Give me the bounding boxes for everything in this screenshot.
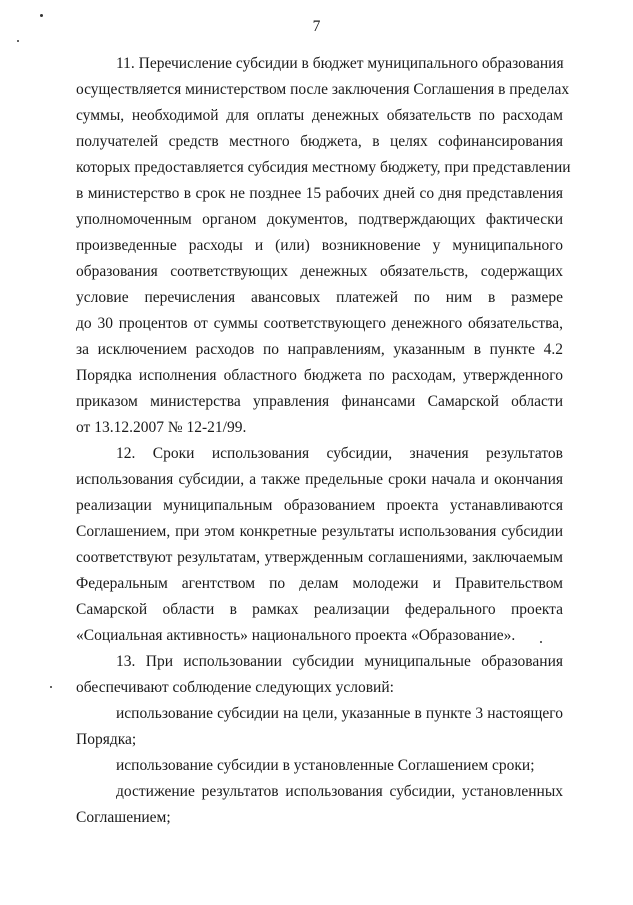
text-line: Порядка исполнения областного бюджета по расходам, утвержденного (76, 367, 563, 384)
text-line: до 30 процентов от суммы соответствующего денежного обязательства, (76, 315, 563, 332)
text-line: использование субсидии в установленные Соглашением сроки; (116, 757, 535, 774)
text-line: использование субсидии на цели, указанные в пункте 3 настоящего (116, 705, 563, 722)
text-line: обеспечивают соблюдение следующих условий: (76, 679, 394, 696)
text-line: произведенные расходы и (или) возникновение у муниципального (76, 237, 563, 254)
text-line: образования соответствующих денежных обязательств, содержащих (76, 263, 563, 280)
page-number: 7 (312, 18, 321, 35)
text-line: уполномоченным органом документов, подтверждающих фактически (76, 211, 563, 228)
text-line: соответствуют результатам, утвержденным соглашениями, заключаемым (76, 549, 563, 566)
text-line: в министерство в срок не позднее 15 рабочих дней со дня представления (76, 185, 563, 202)
text-line: получателей средств местного бюджета, в целях софинансирования (76, 133, 563, 150)
text-line: Самарской области в рамках реализации федерального проекта (76, 601, 563, 618)
text-line: за исключением расходов по направлениям, указанным в пункте 4.2 (76, 341, 563, 358)
text-line: реализации муниципальным образованием проекта устанавливаются (76, 497, 563, 514)
scan-speck (40, 14, 43, 17)
scan-speck (540, 641, 542, 643)
text-line: Порядка; (76, 731, 137, 748)
text-line: 12. Сроки использования субсидии, значения результатов (116, 445, 563, 462)
text-line: использования субсидии, а также предельные сроки начала и окончания (76, 471, 563, 488)
text-line: Федеральным агентством по делам молодежи и Правительством (76, 575, 563, 592)
text-line: от 13.12.2007 № 12-21/99. (76, 419, 247, 436)
text-line: Соглашением, при этом конкретные результаты использования субсидии (76, 523, 563, 540)
text-line: 13. При использовании субсидии муниципальные образования (116, 653, 563, 670)
text-line: осуществляется министерством после заключения Соглашения в пределах (76, 81, 570, 98)
text-line: приказом министерства управления финансами Самарской области (76, 393, 563, 410)
scan-speck (50, 686, 52, 688)
scan-speck (17, 40, 19, 42)
text-line: достижение результатов использования субсидии, установленных (116, 783, 563, 800)
text-line: Соглашением; (76, 809, 171, 826)
text-line: условие перечисления авансовых платежей по ним в размере (76, 289, 563, 306)
text-line: 11. Перечисление субсидии в бюджет муниципального образования (116, 55, 564, 72)
text-line: которых предоставляется субсидия местному бюджету, при представлении (76, 159, 571, 176)
text-line: суммы, необходимой для оплаты денежных обязательств по расходам (76, 107, 563, 124)
text-line: «Социальная активность» национального проекта «Образование». (76, 627, 516, 644)
